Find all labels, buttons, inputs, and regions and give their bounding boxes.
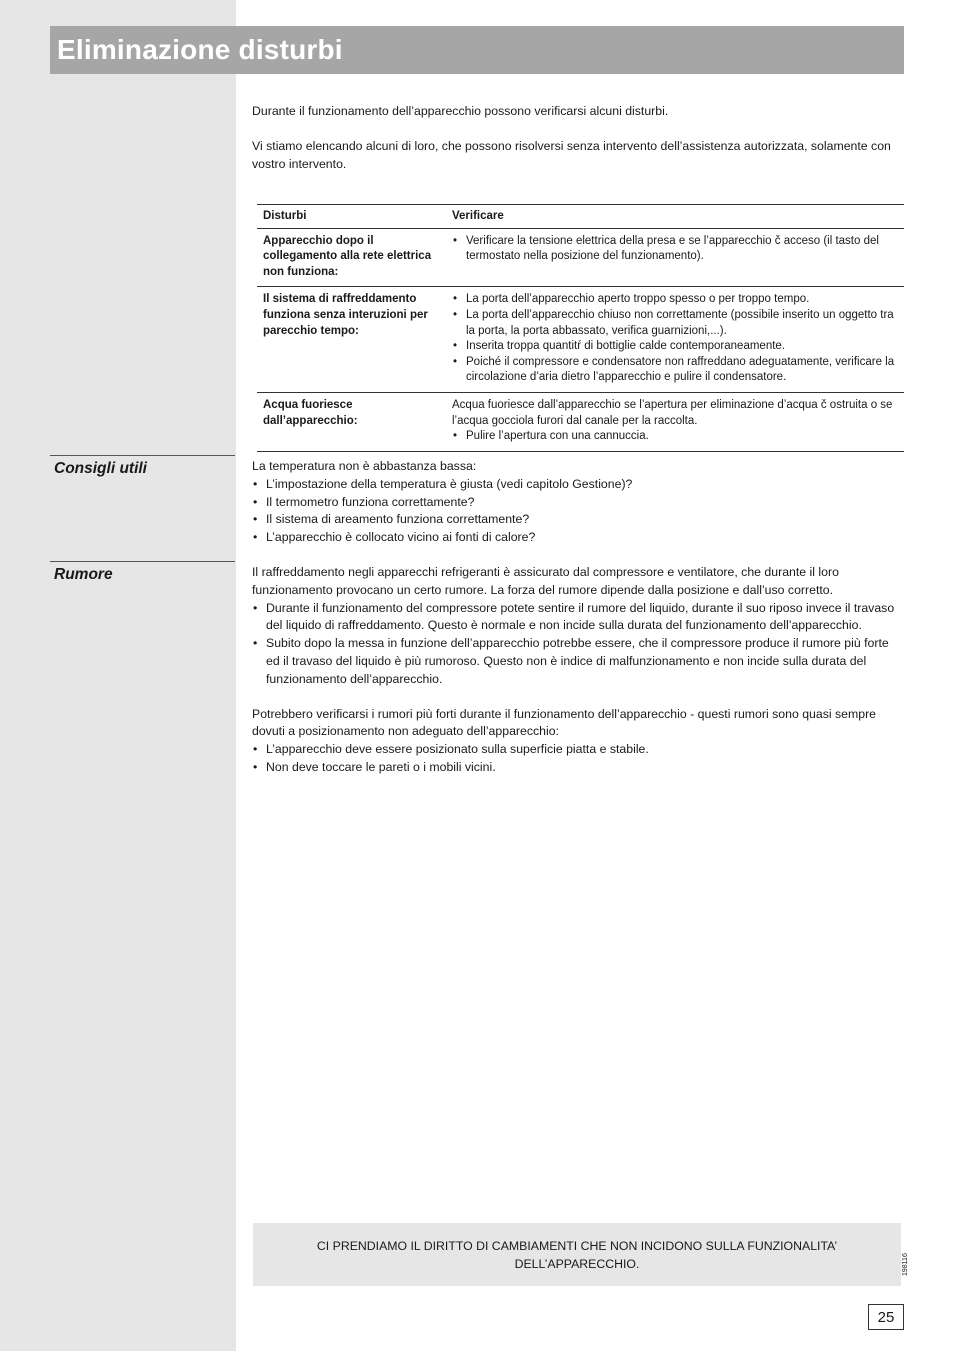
list-item: • Non deve toccare le pareti o i mobili vicini. [252,759,904,777]
document-code: 198116 [902,1253,909,1276]
rumore-section [252,564,904,777]
consigli-intro: La temperatura non è abbastanza bassa: [252,459,477,473]
intro-paragraph-1: Durante il funzionamento dell’apparecchio possono verificarsi alcuni disturbi. [252,104,669,118]
troubleshooting-table [257,204,904,452]
list-item: • Verificare la tensione elettrica della presa e se l’apparecchio č acceso (il tasto del termostato nella posizione del funzionamento). [452,234,898,265]
footer-notice: CI PRENDIAMO IL DIRITTO DI CAMBIAMENTI CHE NON INCIDONO SULLA FUNZIONALITA’ DELL’APPARECCHIO. [316,1238,838,1271]
check-list [452,234,898,265]
section-heading-consigli: Consigli utili [50,455,235,478]
intro-paragraph-2: Vi stiamo elencando alcuni di loro, che possono risolversi senza intervento dell’assistenza autorizzata, solamente con vostro intervento. [252,139,891,171]
rumore-intro: Il raffreddamento negli apparecchi refrigeranti è assicurato dal compressore e ventilatore, che durante il loro funzionamento provocano un certo rumore. La forza del rumore dipende dalla posizione e dall’uso corretto. [252,565,839,597]
list-item: • Il termometro funziona correttamente? [252,494,904,512]
page-title: Eliminazione disturbi [57,34,343,65]
check-list [452,429,898,445]
list-item: • Inserita troppa quantitŕ di bottiglie calde contemporaneamente. [452,339,898,355]
table-header-row [257,205,904,229]
list-item: • L’apparecchio deve essere posizionato sulla superficie piatta e stabile. [252,741,904,759]
column-header-verificare: Verificare [446,205,904,229]
rumore-list-2 [252,741,904,777]
table-row [257,287,904,393]
list-item: • Pulire l’apertura con una cannuccia. [452,429,898,445]
check-list [452,292,898,386]
sidebar-background [0,0,236,1351]
check-cell [446,228,904,287]
rumore-list [252,600,904,689]
problem-cell: Il sistema di raffreddamento funziona senza interuzioni per parecchio tempo: [257,287,446,393]
table-row [257,392,904,451]
list-item: • Poiché il compressore e condensatore non raffreddano adeguatamente, verificare la circolazione d’aria dietro l’apparecchio e pulire il condensatore. [452,355,898,386]
list-item: • La porta dell’apparecchio aperto troppo spesso o per troppo tempo. [452,292,898,308]
consigli-section [252,458,904,547]
consigli-list [252,476,904,547]
check-intro: Acqua fuoriesce dall’apparecchio se l’apertura per eliminazione d’acqua č ostruita o se l’acqua gocciola furori dal canale per la raccolta. [452,398,893,427]
check-cell [446,287,904,393]
list-item: • Subito dopo la messa in funzione dell’apparecchio potrebbe essere, che il compressore produce il rumore più forte ed il travaso del liquido è più rumoroso. Questo non è indice di malfunzionamento e non incide sulla durata del funzionamento dell’apparecchio. [252,635,904,688]
rumore-paragraph-2: Potrebbero verificarsi i rumori più forti durante il funzionamento dell’apparecchio - questi rumori sono quasi sempre dovuti a posizionamento non adeguato dell’apparecchio: [252,706,877,739]
problem-cell: Acqua fuoriesce dall’apparecchio: [257,392,446,451]
list-item: • L’apparecchio è collocato vicino ai fonti di calore? [252,529,904,547]
page-number: 25 [868,1304,904,1330]
check-cell [446,392,904,451]
column-header-disturbi: Disturbi [257,205,446,229]
problem-cell: Apparecchio dopo il collegamento alla rete elettrica non funziona: [257,228,446,287]
list-item: • Durante il funzionamento del compressore potete sentire il rumore del liquido, durante il suo riposo invece il travaso del liquido di raffreddamento. Questo è normale e non incide sulla durata del funzionamento dell’apparecchio. [252,600,904,636]
table-row [257,228,904,287]
footer-notice-box [253,1223,901,1286]
list-item: • L’impostazione della temperatura è giusta (vedi capitolo Gestione)? [252,476,904,494]
list-item: • La porta dell’apparecchio chiuso non correttamente (possibile inserito un oggetto tra la porta, la porta abbassato, verifica guarnizioni,...). [452,308,898,339]
list-item: • Il sistema di areamento funziona correttamente? [252,511,904,529]
title-bar [50,26,904,74]
section-heading-rumore: Rumore [50,561,235,584]
